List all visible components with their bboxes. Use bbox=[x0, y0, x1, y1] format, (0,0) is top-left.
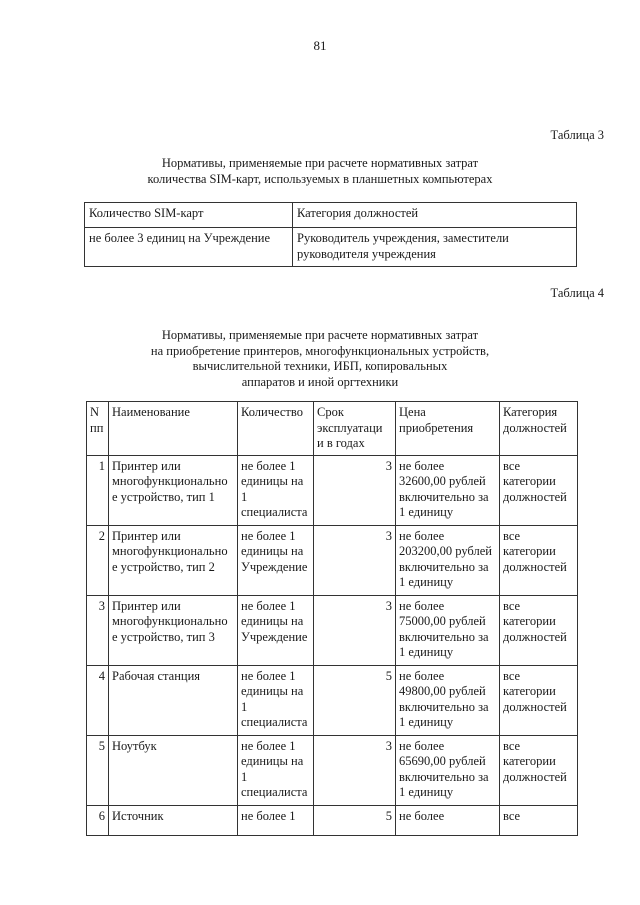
cell-line: 1 единицу bbox=[399, 575, 454, 589]
cell-line: 1 bbox=[241, 769, 248, 784]
table4-label: Таблица 4 bbox=[550, 286, 604, 300]
cell-line: Рабочая станция bbox=[112, 668, 201, 683]
table4-title-line: на приобретение принтеров, многофункциональных устройств, bbox=[150, 343, 490, 358]
cell-line: включительно за bbox=[399, 489, 489, 504]
cell-line: 1 единицу bbox=[399, 785, 454, 799]
cell-line: должностей bbox=[503, 559, 567, 574]
cell-num: 2 bbox=[87, 525, 109, 595]
cell-line: не более 1 bbox=[241, 458, 296, 473]
table4-title bbox=[0, 328, 640, 390]
cell-name bbox=[109, 735, 238, 805]
table-row bbox=[85, 228, 577, 267]
table3-cell-quantity: не более 3 единиц на Учреждение bbox=[85, 228, 293, 267]
cell-line: Принтер или bbox=[112, 598, 181, 613]
cell-line: не более 1 bbox=[241, 598, 296, 613]
cell-quantity bbox=[238, 735, 314, 805]
table3-title-line: Нормативы, применяемые при расчете нормативных затрат bbox=[161, 156, 479, 170]
cell-line: должностей bbox=[503, 769, 567, 784]
cell-line: 49800,00 рублей bbox=[399, 684, 486, 698]
cell-line: категории bbox=[503, 684, 556, 698]
table4-header-category bbox=[500, 402, 578, 456]
header-line: эксплуатаци bbox=[317, 420, 383, 435]
cell-line: 65690,00 рублей bbox=[399, 754, 486, 768]
cell-line: 1 bbox=[241, 489, 248, 504]
cell-line: включительно за bbox=[399, 769, 489, 784]
cell-quantity bbox=[238, 665, 314, 735]
cell-service-life: 5 bbox=[314, 665, 396, 735]
cell-line: е устройство, тип 3 bbox=[112, 629, 215, 644]
cell-num: 4 bbox=[87, 665, 109, 735]
cell-line: не более 1 bbox=[241, 668, 296, 683]
cell-line: единицы на bbox=[241, 474, 304, 488]
cell-line: все bbox=[503, 808, 521, 823]
header-line: Срок bbox=[317, 405, 344, 419]
header-line: Наименование bbox=[112, 405, 190, 419]
cell-quantity bbox=[238, 525, 314, 595]
header-line: Цена bbox=[399, 405, 426, 419]
table3-title bbox=[0, 156, 640, 187]
cell-service-life: 5 bbox=[314, 805, 396, 835]
table-row bbox=[87, 455, 578, 525]
cell-line: Принтер или bbox=[112, 458, 181, 473]
cell-line: 75000,00 рублей bbox=[399, 614, 486, 628]
cell-category bbox=[500, 805, 578, 835]
cell-line: Руководитель учреждения, заместители bbox=[297, 231, 509, 245]
table4 bbox=[86, 401, 578, 836]
cell-line: 1 bbox=[241, 699, 248, 714]
table-row bbox=[87, 525, 578, 595]
cell-price bbox=[396, 595, 500, 665]
cell-line: категории bbox=[503, 614, 556, 628]
page-number: 81 bbox=[313, 38, 327, 53]
cell-line: не более 1 bbox=[241, 528, 296, 543]
table-row bbox=[87, 805, 578, 835]
cell-line: должностей bbox=[503, 489, 567, 504]
table-row bbox=[87, 735, 578, 805]
header-line: N bbox=[90, 405, 100, 419]
cell-line: все bbox=[503, 458, 521, 473]
cell-line: не более bbox=[399, 738, 445, 753]
cell-line: категории bbox=[503, 474, 556, 488]
cell-line: должностей bbox=[503, 629, 567, 644]
cell-category bbox=[500, 525, 578, 595]
cell-service-life: 3 bbox=[314, 595, 396, 665]
cell-line: единицы на bbox=[241, 614, 304, 628]
cell-category bbox=[500, 735, 578, 805]
cell-category bbox=[500, 455, 578, 525]
cell-service-life: 3 bbox=[314, 455, 396, 525]
cell-line: специалиста bbox=[241, 715, 308, 729]
cell-quantity bbox=[238, 595, 314, 665]
cell-quantity bbox=[238, 455, 314, 525]
cell-line: Ноутбук bbox=[112, 738, 157, 753]
cell-category bbox=[500, 665, 578, 735]
header-line: пп bbox=[90, 420, 104, 435]
cell-line: Учреждение bbox=[241, 559, 308, 574]
table3-header-row bbox=[85, 203, 577, 228]
cell-num: 3 bbox=[87, 595, 109, 665]
cell-line: 1 единицу bbox=[399, 715, 454, 729]
cell-line: 32600,00 рублей bbox=[399, 474, 486, 488]
cell-line: должностей bbox=[503, 699, 567, 714]
table4-header-name bbox=[109, 402, 238, 456]
table4-title-line: вычислительной техники, ИБП, копировальных bbox=[192, 359, 448, 373]
header-line: приобретения bbox=[399, 420, 474, 435]
cell-line: руководителя учреждения bbox=[297, 246, 436, 261]
cell-line: не более bbox=[399, 528, 445, 543]
cell-service-life: 3 bbox=[314, 735, 396, 805]
cell-line: не более bbox=[399, 808, 445, 823]
cell-name bbox=[109, 805, 238, 835]
cell-line: е устройство, тип 2 bbox=[112, 559, 215, 574]
cell-line: единицы на bbox=[241, 684, 304, 698]
table3-label: Таблица 3 bbox=[550, 128, 604, 142]
cell-line: категории bbox=[503, 544, 556, 558]
cell-line: не более 1 bbox=[241, 808, 296, 823]
cell-line: многофункционально bbox=[112, 614, 228, 628]
table4-header-qty bbox=[238, 402, 314, 456]
table4-header-num bbox=[87, 402, 109, 456]
cell-line: Источник bbox=[112, 808, 164, 823]
cell-name bbox=[109, 665, 238, 735]
cell-line: не более 1 bbox=[241, 738, 296, 753]
cell-line: 1 единицу bbox=[399, 645, 454, 659]
table3-title-line: количества SIM-карт, используемых в планшетных компьютерах bbox=[147, 171, 493, 186]
header-line: Количество bbox=[241, 405, 303, 419]
cell-line: специалиста bbox=[241, 505, 308, 519]
cell-line: категории bbox=[503, 754, 556, 768]
cell-line: включительно за bbox=[399, 629, 489, 644]
cell-line: Принтер или bbox=[112, 528, 181, 543]
cell-service-life: 3 bbox=[314, 525, 396, 595]
header-line: Категория bbox=[503, 405, 558, 419]
cell-line: все bbox=[503, 528, 521, 543]
table3-header-quantity: Количество SIM-карт bbox=[85, 203, 293, 228]
table3-header-category: Категория должностей bbox=[293, 203, 577, 228]
cell-price bbox=[396, 805, 500, 835]
cell-num: 6 bbox=[87, 805, 109, 835]
table3 bbox=[84, 202, 577, 267]
cell-line: не более bbox=[399, 458, 445, 473]
cell-line: Учреждение bbox=[241, 629, 308, 644]
cell-line: многофункционально bbox=[112, 544, 228, 558]
header-line: должностей bbox=[503, 420, 567, 435]
cell-line: 1 единицу bbox=[399, 505, 454, 519]
cell-name bbox=[109, 595, 238, 665]
table3-cell-category bbox=[293, 228, 577, 267]
cell-line: включительно за bbox=[399, 699, 489, 714]
cell-line: многофункционально bbox=[112, 474, 228, 488]
cell-price bbox=[396, 525, 500, 595]
cell-line: все bbox=[503, 668, 521, 683]
cell-line: специалиста bbox=[241, 785, 308, 799]
table-row bbox=[87, 665, 578, 735]
header-line: и в годах bbox=[317, 436, 365, 450]
table4-title-line: Нормативы, применяемые при расчете нормативных затрат bbox=[161, 328, 479, 342]
cell-line: включительно за bbox=[399, 559, 489, 574]
cell-line: все bbox=[503, 738, 521, 753]
table4-header-life bbox=[314, 402, 396, 456]
cell-line: е устройство, тип 1 bbox=[112, 489, 215, 504]
cell-price bbox=[396, 665, 500, 735]
cell-line: все bbox=[503, 598, 521, 613]
cell-name bbox=[109, 455, 238, 525]
cell-name bbox=[109, 525, 238, 595]
table4-header-price bbox=[396, 402, 500, 456]
cell-num: 5 bbox=[87, 735, 109, 805]
table-row bbox=[87, 595, 578, 665]
cell-line: 203200,00 рублей bbox=[399, 544, 492, 558]
cell-price bbox=[396, 735, 500, 805]
table4-header-row bbox=[87, 402, 578, 456]
cell-num: 1 bbox=[87, 455, 109, 525]
cell-line: единицы на bbox=[241, 544, 304, 558]
cell-quantity bbox=[238, 805, 314, 835]
cell-line: единицы на bbox=[241, 754, 304, 768]
cell-price bbox=[396, 455, 500, 525]
cell-line: не более bbox=[399, 598, 445, 613]
cell-line: не более bbox=[399, 668, 445, 683]
cell-category bbox=[500, 595, 578, 665]
table4-title-line: аппаратов и иной оргтехники bbox=[241, 374, 399, 389]
